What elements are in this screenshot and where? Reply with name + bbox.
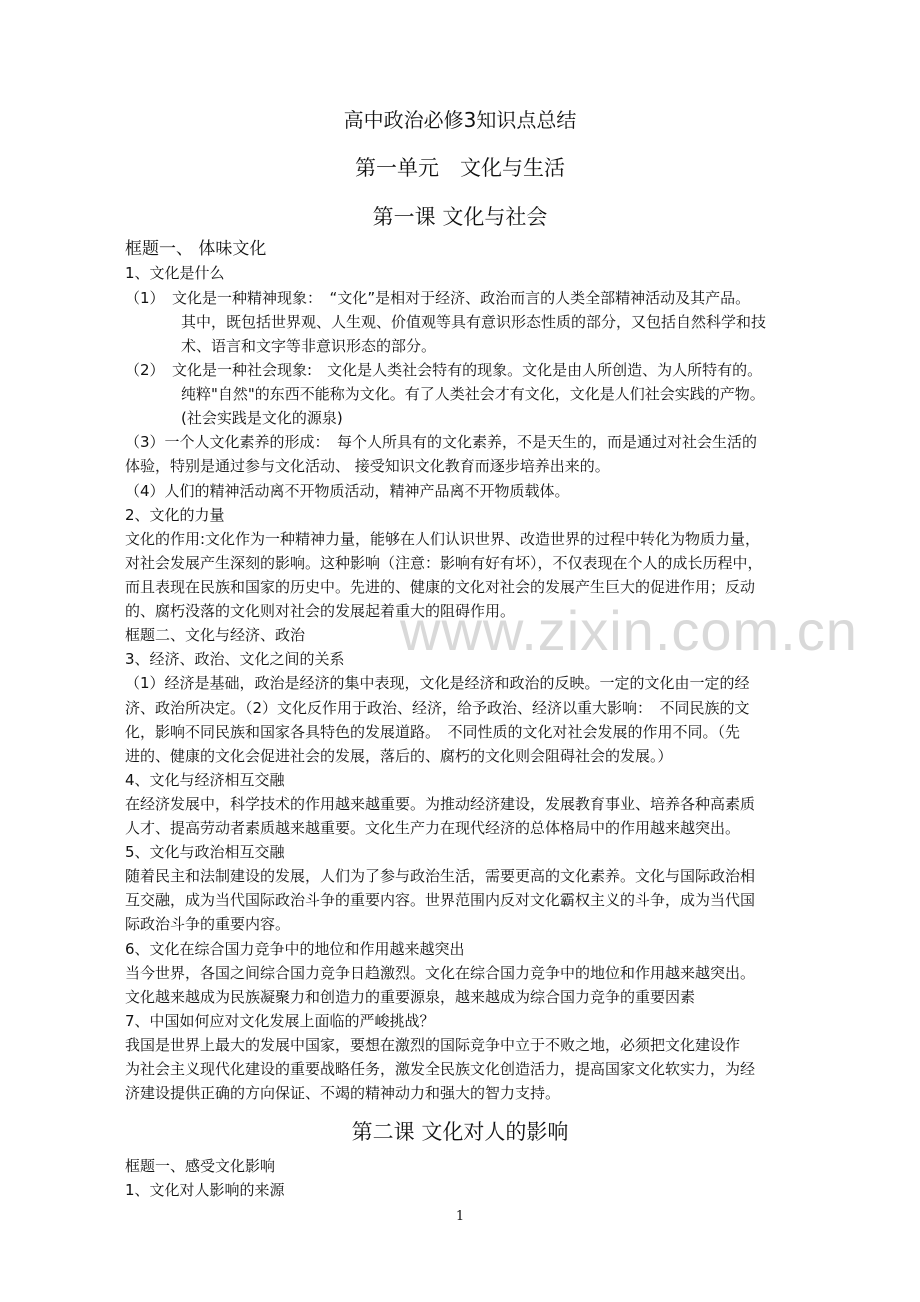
subsection-heading: 4、文化与经济相互交融: [125, 771, 285, 789]
paragraph-line: 化，影响不同民族和国家各具特色的发展道路。 不同性质的文化对社会发展的作用不同。（先: [125, 723, 741, 741]
page-number: 1: [455, 1209, 465, 1224]
document-title: 高中政治必修3知识点总结: [343, 108, 577, 132]
paragraph-line: 其中，既包括世界观、人生观、价值观等具有意识形态性质的部分，又包括自然科学和技: [181, 313, 767, 331]
paragraph-line: 当今世界，各国之间综合国力竞争日趋激烈。文化在综合国力竞争中的地位和作用越来越突出。: [125, 964, 756, 982]
paragraph-line: 际政治斗争的重要内容。: [125, 915, 291, 933]
paragraph-line: 济建设提供正确的方向保证、不竭的精神动力和强大的智力支持。: [125, 1084, 561, 1102]
subsection-heading: 3、经济、政治、文化之间的关系: [125, 650, 345, 668]
lesson-heading: 第二课 文化对人的影响: [351, 1120, 569, 1144]
paragraph-line: 互交融，成为当代国际政治斗争的重要内容。世界范围内反对文化霸权主义的斗争，成为当代国: [125, 891, 756, 909]
paragraph-line: 纯粹"自然"的东西不能称为文化。有了人类社会才有文化，文化是人们社会实践的产物。: [181, 385, 765, 403]
subsection-heading: 1、文化是什么: [125, 264, 225, 282]
paragraph-line: 济、政治所决定。（2）文化反作用于政治、经济，给予政治、经济以重大影响： 不同民族的文: [125, 699, 750, 717]
paragraph-line: 对社会发展产生深刻的影响。这种影响（注意：影响有好有坏），不仅表现在个人的成长历程中，: [125, 554, 763, 572]
paragraph-line: 文化的作用:文化作为一种精神力量，能够在人们认识世界、改造世界的过程中转化为物质力量，: [125, 530, 761, 548]
paragraph-line: 术、语言和文字等非意识形态的部分。: [181, 337, 437, 355]
subsection-heading: 7、中国如何应对文化发展上面临的严峻挑战？: [125, 1012, 435, 1030]
watermark: www.zixin.com.cn: [400, 599, 858, 662]
subsection-heading: 6、文化在综合国力竞争中的地位和作用越来越突出: [125, 940, 465, 958]
paragraph-line: 人才、提高劳动者素质越来越重要。文化生产力在现代经济的总体格局中的作用越来越突出。: [125, 819, 741, 837]
subsection-heading: 5、文化与政治相互交融: [125, 843, 285, 861]
paragraph-line: 的、腐朽没落的文化则对社会的发展起着重大的阻碍作用。: [125, 602, 516, 620]
paragraph-line: 在经济发展中，科学技术的作用越来越重要。为推动经济建设，发展教育事业、培养各种高素质: [125, 795, 756, 813]
paragraph-line: (社会实践是文化的源泉): [181, 409, 343, 427]
paragraph-line: （2） 文化是一种社会现象: 文化是人类社会特有的现象。文化是由人所创造、为人所特有的。: [125, 361, 763, 379]
paragraph-line: （1）经济是基础，政治是经济的集中表现，文化是经济和政治的反映。一定的文化由一定的经: [125, 674, 750, 692]
lesson-heading: 第一课 文化与社会: [372, 205, 548, 229]
paragraph-line: （4）人们的精神活动离不开物质活动，精神产品离不开物质载体。: [125, 482, 570, 500]
paragraph-line: 体验，特别是通过参与文化活动、 接受知识文化教育而逐步培养出来的。: [125, 457, 610, 475]
paragraph-line: （1） 文化是一种精神现象： “文化”是相对于经济、政治而言的人类全部精神活动及其产品。: [125, 289, 751, 307]
paragraph-line: 我国是世界上最大的发展中国家，要想在激烈的国际竞争中立于不败之地，必须把文化建设作: [125, 1036, 741, 1054]
section-heading: 框题二、文化与经济、政治: [125, 626, 306, 644]
section-heading: 框题一、 体味文化: [125, 239, 267, 259]
paragraph-line: 而且表现在民族和国家的历史中。先进的、健康的文化对社会的发展产生巨大的促进作用；反动: [125, 578, 756, 596]
paragraph-line: 随着民主和法制建设的发展，人们为了参与政治生活，需要更高的文化素养。文化与国际政治相: [125, 867, 756, 885]
subsection-heading: 2、文化的力量: [125, 506, 225, 524]
subsection-heading: 1、文化对人影响的来源: [125, 1181, 285, 1199]
paragraph-line: （3）一个人文化素养的形成： 每个人所具有的文化素养，不是天生的，而是通过对社会生活的: [125, 433, 758, 451]
paragraph-line: 文化越来越成为民族凝聚力和创造力的重要源泉，越来越成为综合国力竞争的重要因素: [125, 988, 696, 1006]
paragraph-line: 为社会主义现代化建设的重要战略任务，激发全民族文化创造活力，提高国家文化软实力，为经: [125, 1060, 756, 1078]
paragraph-line: 进的、健康的文化会促进社会的发展，落后的、腐朽的文化则会阻碍社会的发展。）: [125, 747, 673, 765]
section-heading: 框题一、感受文化影响: [125, 1157, 276, 1175]
unit-heading: 第一单元 文化与生活: [355, 156, 565, 180]
